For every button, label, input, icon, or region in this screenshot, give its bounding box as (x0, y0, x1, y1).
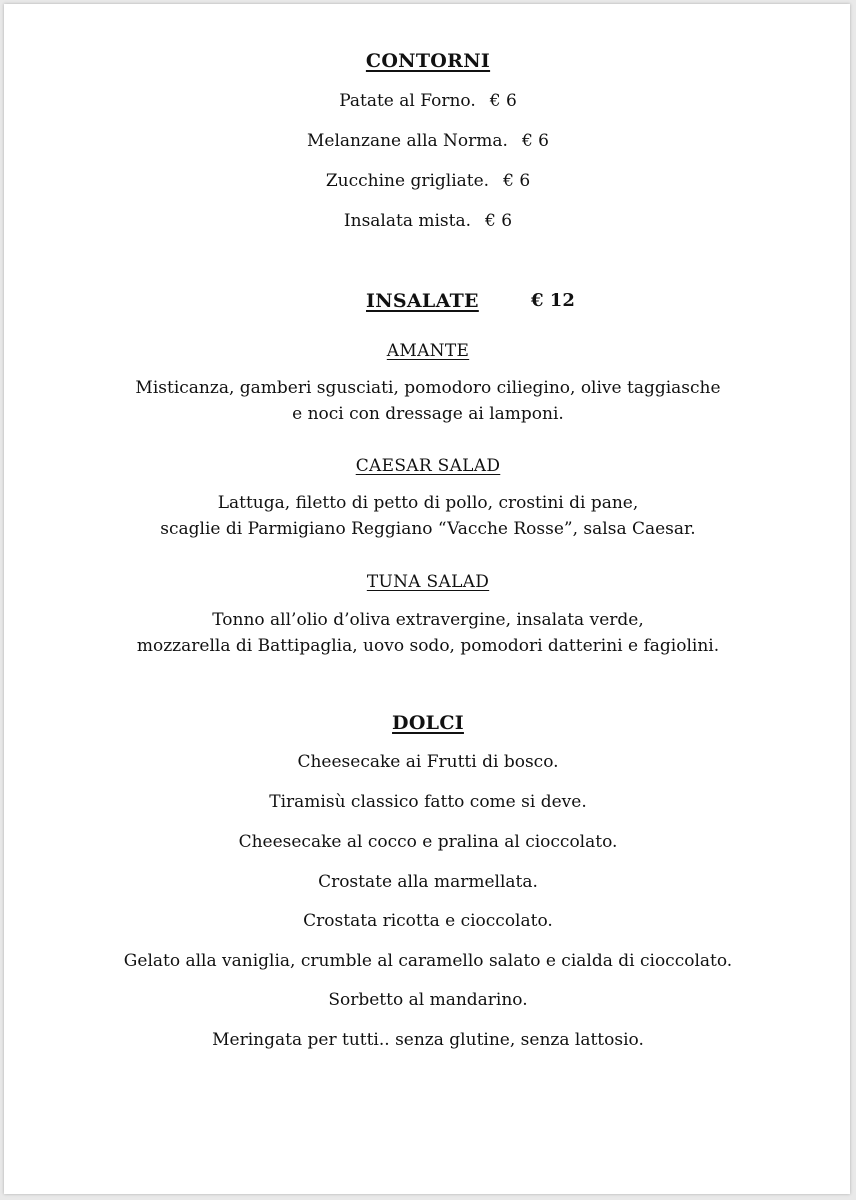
item-name: Patate al Forno. (339, 91, 476, 111)
salad-description (0, 607, 856, 659)
salad-name: TUNA SALAD (366, 572, 490, 592)
salad-description (0, 375, 856, 427)
item-name: Insalata mista. (343, 211, 472, 231)
insalate-price: € 12 (531, 290, 575, 311)
contorni-item (0, 211, 856, 231)
dolci-item: Crostate alla marmellata. (318, 872, 538, 892)
item-price: € 6 (521, 131, 549, 151)
contorni-item (0, 91, 856, 111)
item-price: € 6 (503, 171, 531, 191)
dolci-item: Cheesecake al cocco e pralina al cioccolato. (238, 832, 618, 852)
salad-name: AMANTE (386, 341, 470, 361)
salad-description (0, 490, 856, 542)
dolci-item: Crostata ricotta e cioccolato. (303, 911, 553, 931)
insalate-title: INSALATE (366, 290, 479, 312)
item-price: € 6 (485, 211, 513, 231)
item-name: Zucchine grigliate. (325, 171, 490, 191)
description-line: Misticanza, gamberi sgusciati, pomodoro ciliegino, olive taggiasche (135, 378, 721, 398)
contorni-title: CONTORNI (365, 50, 491, 72)
salad-name: CAESAR SALAD (355, 456, 501, 476)
contorni-item (0, 171, 856, 191)
dolci-item: Tiramisù classico fatto come si deve. (269, 792, 587, 812)
dolci-title: DOLCI (392, 712, 464, 734)
item-price: € 6 (489, 91, 517, 111)
description-line: mozzarella di Battipaglia, uovo sodo, pomodori datterini e fagiolini. (136, 636, 720, 656)
item-name: Melanzane alla Norma. (307, 131, 508, 151)
contorni-item (0, 131, 856, 151)
dolci-item: Sorbetto al mandarino. (328, 990, 528, 1010)
description-line: Tonno all’olio d’oliva extravergine, insalata verde, (212, 610, 644, 630)
dolci-item: Gelato alla vaniglia, crumble al caramello salato e cialda di cioccolato. (123, 951, 733, 971)
description-line: Lattuga, filetto di petto di pollo, crostini di pane, (217, 493, 639, 513)
description-line: scaglie di Parmigiano Reggiano “Vacche Rosse”, salsa Caesar. (160, 519, 696, 539)
description-line: e noci con dressage ai lamponi. (292, 404, 564, 424)
dolci-item: Cheesecake ai Frutti di bosco. (297, 752, 559, 772)
dolci-item: Meringata per tutti.. senza glutine, senza lattosio. (212, 1030, 644, 1050)
